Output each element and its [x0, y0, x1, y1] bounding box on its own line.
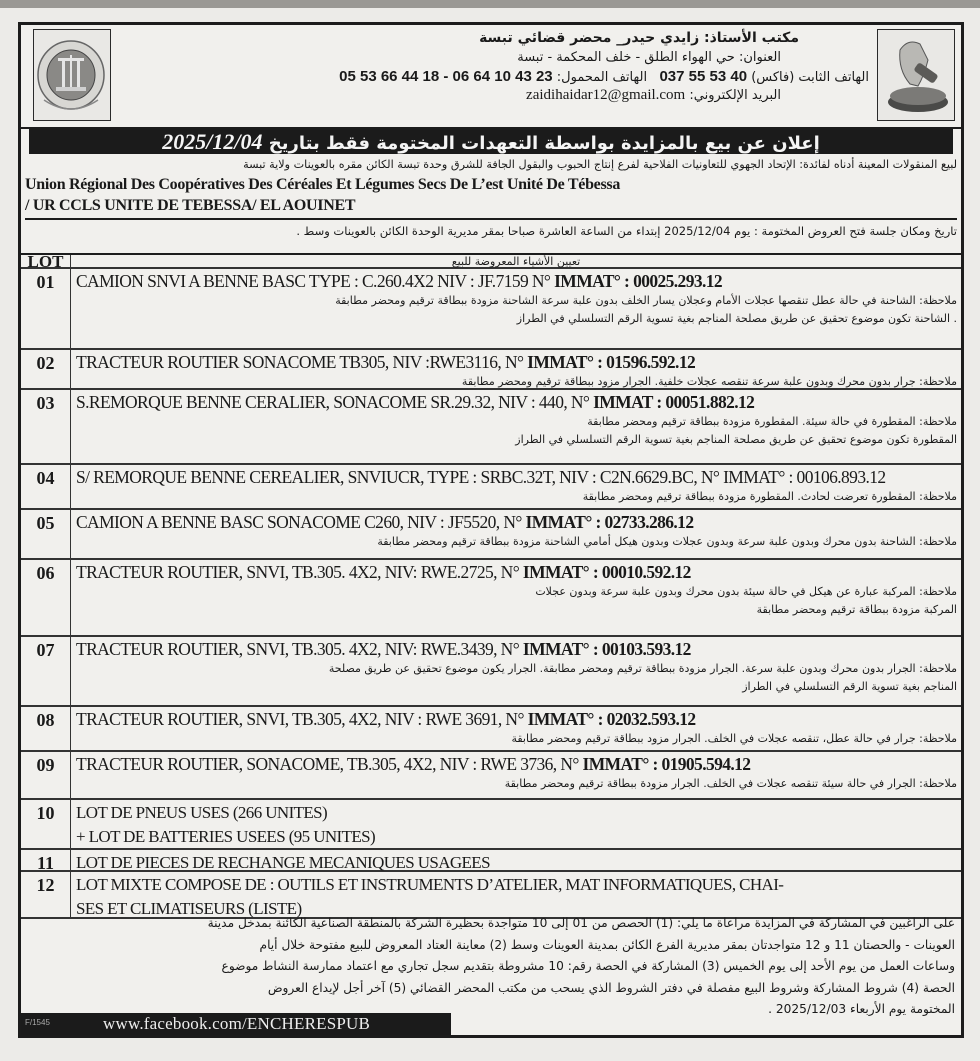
lot-description [71, 872, 961, 917]
beneficiary-french-1: Union Régional Des Coopératives Des Céréales Et Légumes Secs De L’est Unité De Tébessa [25, 176, 621, 193]
lot-note: ملاحظة: الشاحنة بدون محرك وبدون علبة سرعة وبدون عجلات وبدون هيكل أمامي الشاحنة مزودة ببطاقة ترقيم ومحضر مطابقة [377, 535, 957, 548]
immat-label: IMMAT° : [527, 709, 607, 729]
participation-conditions [25, 913, 955, 1021]
lot-description-line: LOT DE PIECES DE RECHANGE MECANIQUES USAGEES [76, 853, 490, 872]
vehicle-spec: CAMION A BENNE BASC SONACOME C260, NIV : JF5520, N° [76, 512, 526, 532]
lot-note: ملاحظة: الجرار بدون محرك وبدون علبة سرعة. الجرار مزودة ببطاقة ترقيم ومحضر مطابقة. الجرار يكون موضوع تحقيق عن طريق مصلحة [328, 662, 957, 675]
intro-section [25, 155, 957, 242]
office-header [21, 25, 961, 129]
lot-number: 04 [21, 465, 71, 508]
table-row [21, 465, 961, 510]
lot-number: 11 [21, 850, 71, 870]
immat-number: 01596.592.12 [606, 352, 696, 372]
immat-number: 00010.592.12 [601, 562, 691, 582]
vehicle-title [76, 351, 956, 373]
immat-label: IMMAT° : [582, 754, 662, 774]
lot-description [71, 465, 961, 508]
table-row [21, 752, 961, 800]
phone-mobile-label: الهاتف المحمول: [556, 70, 648, 85]
lot-note: ملاحظة: المركبة عبارة عن هيكل في حالة سيئة بدون محرك وبدون علبة سرعة وبدون عجلات [535, 585, 957, 598]
lot-description [71, 637, 961, 705]
immat-label: IMMAT° : [525, 512, 605, 532]
immat-number: 00051.882.12 [665, 392, 755, 412]
lot-description-line: SES ET CLIMATISEURS (LISTE) [76, 899, 302, 918]
office-title: مكتب الأستاذ: زايدي حيدر_ محضر قضائي تبسة [479, 30, 799, 46]
judge-gavel-logo [877, 29, 955, 121]
immat-number: 02032.593.12 [606, 709, 696, 729]
conditions-line: المختومة يوم الأربعاء 2025/12/03 . [768, 1002, 955, 1016]
table-row [21, 269, 961, 350]
conditions-line: الحصة (4) شروط المشاركة وشروط البيع مفصلة في دفتر الشروط الذي يسحب من مكتب المحضر القضائي (5) آخر أجل لإيداع العروض [267, 980, 955, 995]
table-row [21, 872, 961, 919]
vehicle-title [76, 466, 956, 488]
immat-label: IMMAT : [593, 392, 666, 412]
lot-number: 06 [21, 560, 71, 635]
announcement-frame [18, 22, 964, 1038]
conditions-line: العوينات - والحصتان 11 و 12 متواجدتان بمقر مديرية الفرع الكائن بمدينة العوينات وسط (2) معاينة العتاد المعروض للبيع مفتوحة خلال أيام [259, 937, 955, 952]
immat-number: 02733.286.12 [604, 512, 694, 532]
lot-note: . الشاحنة تكون موضوع تحقيق عن طريق مصلحة المناجم بغية تسوية الرقم التسلسلي في الطراز [516, 311, 957, 325]
lot-description-line: + LOT DE BATTERIES USEES (95 UNITES) [76, 827, 376, 846]
lot-number: 05 [21, 510, 71, 558]
lot-note: المركبة مزودة ببطاقة ترقيم ومحضر مطابقة [756, 602, 957, 616]
lot-number: 10 [21, 800, 71, 848]
table-row [21, 800, 961, 850]
announcement-title-banner [29, 129, 953, 154]
vehicle-title [76, 638, 956, 660]
lot-description [71, 752, 961, 798]
banner-date: 2025/12/04 [162, 129, 263, 154]
vehicle-spec: TRACTEUR ROUTIER, SONACOME, TB.305, 4X2, NIV : RWE 3736, N° [76, 754, 583, 774]
vehicle-title [76, 511, 956, 533]
immat-label: IMMAT° : [522, 639, 602, 659]
immat-number: 00025.293.12 [633, 271, 723, 291]
vehicle-spec: S.REMORQUE BENNE CERALIER, SONACOME SR.29.32, NIV : 440, N° [76, 392, 594, 412]
vehicle-spec: TRACTEUR ROUTIER SONACOME TB305, NIV :RWE3116, N° [76, 352, 528, 372]
table-row [21, 510, 961, 560]
table-row [21, 390, 961, 465]
lot-note: المناجم بغية تسوية الرقم التسلسلي في الطراز [742, 679, 957, 693]
lot-description [71, 560, 961, 635]
lot-number: 12 [21, 872, 71, 917]
lots-table [21, 253, 961, 919]
vehicle-spec: CAMION SNVI A BENNE BASC TYPE : C.260.4X2 NIV : JF.7159 N° [76, 271, 555, 291]
table-header-row [21, 252, 961, 271]
scales-of-justice-seal-logo [33, 29, 111, 121]
lot-number: 02 [21, 350, 71, 388]
table-row [21, 560, 961, 637]
lot-description [71, 707, 961, 750]
immat-label: IMMAT° : [554, 271, 634, 291]
beneficiary-french-2: / UR CCLS UNITE DE TEBESSA/ EL AOUINET [25, 197, 356, 214]
lot-note: المقطورة تكون موضوع تحقيق عن طريق مصلحة المناجم بغية تسوية الرقم التسلسلي في الطراز [515, 432, 957, 446]
lot-number: 03 [21, 390, 71, 463]
ref-code: F/1545 [25, 1018, 50, 1027]
vehicle-spec: TRACTEUR ROUTIER, SNVI, TB.305. 4X2, NIV: RWE.2725, N° [76, 562, 523, 582]
table-row [21, 850, 961, 872]
lot-note: ملاحظة: جرار بدون محرك وبدون علبة سرعة تنقصه عجلات خلفية. الجرار مزود ببطاقة ترقيم ومحضر مطابقة [461, 375, 957, 388]
conditions-line: وساعات العمل من يوم الأحد إلى يوم الخميس (3) المشاركة في الحصة رقم: 10 مشروطة بتقديم سجل تجاري مع اعتماد ممارسة النشاط موضوع [221, 959, 955, 973]
col-lot-header: LOT [21, 255, 71, 267]
table-row [21, 350, 961, 390]
lot-number: 08 [21, 707, 71, 750]
banner-text: إعلان عن بيع بالمزايدة بواسطة التعهدات المختومة فقط بتاريخ [268, 133, 820, 154]
session-date-place: تاريخ ومكان جلسة فتح العروض المختومة : يوم 2025/12/04 إبتداء من الساعة العاشرة صباحا بمقر مديرية الوحدة الكائن بالعوينات وسط . [25, 218, 957, 242]
lot-description [71, 510, 961, 558]
immat-label: IMMAT° : [522, 562, 602, 582]
lot-description [71, 850, 961, 870]
table-row [21, 637, 961, 707]
conditions-line: على الراغبين في المشاركة في المزايدة مراعاة ما يلي: (1) الحصص من 01 إلى 10 متواجدة بحظيرة الشركة بالمنطقة الصناعية الكائنة بمدخل مدينة [207, 916, 955, 930]
lot-note: ملاحظة: جرار في حالة عطل، تنقصه عجلات في الخلف. الجرار مزود ببطاقة ترقيم ومحضر مطابقة [511, 732, 957, 745]
vehicle-spec: TRACTEUR ROUTIER, SNVI, TB.305. 4X2, NIV: RWE.3439, N° [76, 639, 523, 659]
vehicle-title [76, 561, 956, 583]
lot-description [71, 390, 961, 463]
email-label: البريد الإلكتروني: [689, 88, 781, 103]
table-row [21, 707, 961, 752]
facebook-link[interactable]: www.facebook.com/ENCHERESPUB [103, 1014, 371, 1033]
lot-number: 01 [21, 269, 71, 348]
office-contact-block [121, 29, 869, 105]
lot-number: 09 [21, 752, 71, 798]
phone-fixed: 037 55 53 40 [659, 68, 748, 85]
lot-note: ملاحظة: الشاحنة في حالة عطل تنقصها عجلات الأمام وعجلان يسار الخلف بدون علبة سرعة الشاحنة مزودة ببطاقة ترقيم ومحضر مطابقة [335, 294, 957, 307]
scan-top-edge [0, 0, 980, 8]
lot-description [71, 800, 961, 848]
lot-note: ملاحظة: الجرار في حالة سيئة تنقصه عجلات في الخلف. الجرار مزودة ببطاقة ترقيم ومحضر مطابقة [504, 777, 957, 790]
office-email-line [121, 86, 869, 105]
col-desc-header: تعيين الأشياء المعروضة للبيع [451, 255, 581, 268]
footer-bar [21, 1013, 451, 1035]
lot-description [71, 269, 961, 348]
phone-mobile: 05 53 66 44 18 - 06 64 10 43 23 [339, 68, 553, 85]
vehicle-title [76, 708, 956, 730]
immat-number: 01905.594.12 [661, 754, 751, 774]
lot-note: ملاحظة: المقطورة في حالة سيئة. المقطورة مزودة ببطاقة ترقيم ومحضر مطابقة [587, 415, 957, 428]
lot-note: ملاحظة: المقطورة تعرضت لحادث. المقطورة مزودة ببطاقة ترقيم ومحضر مطابقة [582, 490, 957, 503]
email-address: zaidihaidar12@gmail.com [526, 87, 686, 103]
lot-description-line: LOT MIXTE COMPOSE DE : OUTILS ET INSTRUMENTS D’ATELIER, MAT INFORMATIQUES, CHAI- [76, 875, 784, 894]
immat-number: 00103.593.12 [601, 639, 691, 659]
office-address: العنوان: حي الهواء الطلق - خلف المحكمة - تبسة [517, 50, 781, 65]
phone-fixed-label: الهاتف الثابت (فاكس) [751, 70, 869, 85]
beneficiary-arabic: لبيع المنقولات المعينة أدناه لفائدة: الإتحاد الجهوي للتعاونيات الفلاحية لفرع إنتاج الحبوب والبقول الجافة للشرق وحدة تبسة الكائن مقره بالعوينات ولاية تبسة [243, 158, 957, 171]
lot-number: 07 [21, 637, 71, 705]
vehicle-title [76, 270, 956, 292]
vehicle-title [76, 753, 956, 775]
vehicle-title [76, 391, 956, 413]
lot-description-line: LOT DE PNEUS USES (266 UNITES) [76, 803, 328, 822]
lot-description [71, 350, 961, 388]
vehicle-spec: S/ REMORQUE BENNE CEREALIER, SNVIUCR, TYPE : SRBC.32T, NIV : C2N.6629.BC, N° IMMAT° : 00106.893.12 [76, 467, 886, 487]
vehicle-spec: TRACTEUR ROUTIER, SNVI, TB.305, 4X2, NIV : RWE 3691, N° [76, 709, 528, 729]
immat-label: IMMAT° : [527, 352, 607, 372]
office-phones [121, 67, 869, 86]
